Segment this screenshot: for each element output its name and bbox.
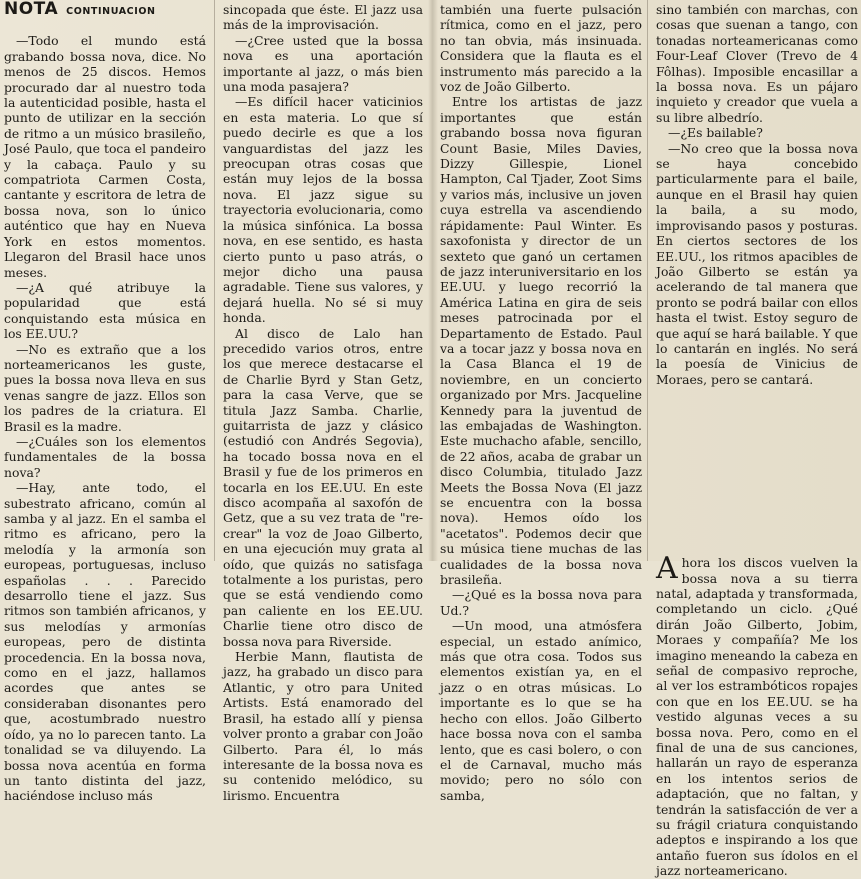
paragraph: —No es extraño que a los norteamericanos les guste, pues la bossa nova lleva en sus venas sangre de jazz. Ellos son los padres de la criatura. El Brasil es la madre. <box>4 341 206 434</box>
paragraph: —Hay, ante todo, el subestrato africano, común al samba y al jazz. En el samba el ritmo es africano, pero la melodía y la armonía son europeas, portuguesas, incluso españolas . . . Parecido desarrollo tiene el jazz. Sus ritmos son también africanos, y sus melodías y armonías europeas, pero de distinta procedencia. En la bossa nova, como en el jazz, hallamos acordes que antes se consideraban disonantes pero que, acostumbrado nuestro oído, ya no lo parecen tanto. La tonalidad se va diluyendo. La bossa nova acentúa en forma un tanto distinta del jazz, haciéndose incluso más <box>4 480 206 804</box>
column-3 <box>440 2 642 803</box>
column-1 <box>4 2 206 804</box>
drop-cap: A <box>656 551 678 587</box>
closing-section <box>656 551 858 879</box>
paragraph: —No creo que la bossa nova se haya concebido particularmente para el baile, aunque en el Brasil hay quien la baila, a su modo, improvisando pasos y posturas. En ciertos sectores de los EE.UU., los ritmos apacibles de João Gilberto se están ya acelerando de tal manera que pronto se podrá bailar con ellos hasta el twist. Estoy seguro de que aquí se hará bailable. Y que lo cantarán en inglés. No será la poesía de Vinicius de Moraes, pero se cantará. <box>656 140 858 387</box>
page-fold-shadow <box>428 0 438 561</box>
paragraph: sino también con marchas, con cosas que suenan a tango, con tonadas norteamericanas como Four-Leaf Clover (Trevo de 4 Fôlhas). Imposible encasillar a la bossa nova. Es un pájaro inquieto y creador que vuela a su libre albedrío. <box>656 2 858 125</box>
paragraph: —Un mood, una atmósfera especial, un estado anímico, más que otra cosa. Todos sus elementos existían ya, en el jazz o en otras músicas. Lo importante es lo que se ha hecho con ellos. João Gilberto hace bossa nova con el samba lento, que es casi bolero, o con el de Carnaval, mucho más movido; pero no sólo con samba, <box>440 618 642 803</box>
column-4 <box>656 2 858 879</box>
header-subtitle: CONTINUACION <box>66 6 156 17</box>
paragraph: sincopada que éste. El jazz usa más de la improvisación. <box>223 2 423 33</box>
paragraph: Al disco de Lalo han precedido varios otros, entre los que merece destacarse el de Charlie Byrd y Stan Getz, para la casa Verve, que se titula Jazz Samba. Charlie, guitarrista de jazz y clásico (estudió con Andrés Segovia), ha tocado bossa nova en el Brasil y fue de los primeros en tocarla en los EE.UU. En este disco acompaña al saxofón de Getz, que a su vez trata de "re-crear" la voz de Joao Gilberto, en una ejecución muy grata al oído, que quizás no satisfaga totalmente a los puristas, pero que se está vendiendo como pan caliente en los EE.UU. Charlie tiene otro disco de bossa nova para Riverside. <box>223 325 423 649</box>
paragraph: —¿Cuáles son los elementos fundamentales de la bossa nova? <box>4 433 206 480</box>
closing-paragraph <box>656 551 858 879</box>
paragraph: —Todo el mundo está grabando bossa nova, dice. No menos de 25 discos. Hemos procurado dar al nuestro toda la autenticidad posible, hasta el punto de utilizar en la sección de ritmo a un músico brasileño, José Paulo, que toca el pandeiro y la cabaça. Paulo y su compatriota Carmen Costa, cantante y escritora de letra de bossa nova, son lo único auténtico que hay en Nueva York en estos momentos. Llegaron del Brasil hace unos meses. <box>4 33 206 280</box>
paragraph: también una fuerte pulsación rítmica, como en el jazz, pero no tan obvia, más insinuada. Considera que la flauta es el instrumento más parecido a la voz de João Gilberto. <box>440 2 642 95</box>
paragraph: —¿A qué atribuye la popularidad que está conquistando esta música en los EE.UU.? <box>4 279 206 342</box>
paragraph: —¿Qué es la bossa nova para Ud.? <box>440 587 642 618</box>
column-2 <box>223 2 423 803</box>
paragraph: —¿Cree usted que la bossa nova es una aportación importante al jazz, o más bien una moda pasajera? <box>223 32 423 95</box>
header-title: NOTA <box>4 0 59 19</box>
closing-text: hora los discos vuelven la bossa nova a su tierra natal, adaptada y transformada, completando un ciclo. ¿Qué dirán João Gilberto, Jobim, Moraes y compañía? Me los imagino meneando la cabeza en señal de compasivo reproche, al ver los estrambóticos ropajes con que en los EE.UU. se ha vestido algunas veces a su bossa nova. Pero, como en el final de una de sus canciones, hallarán un rayo de esperanza en los intentos serios de adaptación, que no faltan, y tendrán la satisfacción de ver a su frágil criatura conquistando adeptos e inspirando a los que antaño fueron sus ídolos en el jazz norteamericano. <box>656 555 858 879</box>
paragraph: Herbie Mann, flautista de jazz, ha grabado un disco para Atlantic, y otro para United Artists. Está enamorado del Brasil, ha estado allí y piensa volver pronto a grabar con João Gilberto. Para él, lo más interesante de la bossa nova es su contenido melódico, su lirismo. Encuentra <box>223 649 423 803</box>
paragraph: —¿Es bailable? <box>668 125 763 141</box>
column-divider <box>647 0 648 561</box>
column-divider <box>214 0 215 561</box>
paragraph: —Es difícil hacer vaticinios en esta materia. Lo que sí puedo decirle es que a los vanguardistas del jazz les preocupan otras cosas que están muy lejos de la bossa nova. El jazz sigue su trayectoria evolucionaria, como la música sinfónica. La bossa nova, en ese sentido, es hasta cierto punto u paso atrás, o mejor dicho una pausa agradable. Tiene sus valores, y dejará huella. No sé si muy honda. <box>223 94 423 326</box>
paragraph: Entre los artistas de jazz importantes que están grabando bossa nova figuran Count Basie, Miles Davies, Dizzy Gillespie, Lionel Hampton, Cal Tjader, Zoot Sims y varios más, inclusive un joven cuya estrella va ascendiendo rápidamente: Paul Winter. Es saxofonista y director de un sexteto que ganó un certamen de jazz interuniversitario en los EE.UU. y luego recorrió la América Latina en gira de seis meses patrocinada por el Departamento de Estado. Paul va a tocar jazz y bossa nova en la Casa Blanca el 19 de noviembre, en un concierto organizado por Mrs. Jacqueline Kennedy para la juventud de las embajadas de Washington. Este muchacho afable, sencillo, de 22 años, acaba de grabar un disco Columbia, titulado Jazz Meets the Bossa Nova (El jazz se encuentra con la bossa nova). Hemos oído los "acetatos". Podemos decir que su música tiene muchas de las cualidades de la bossa nova brasileña. <box>440 94 642 588</box>
article-header <box>4 2 206 19</box>
